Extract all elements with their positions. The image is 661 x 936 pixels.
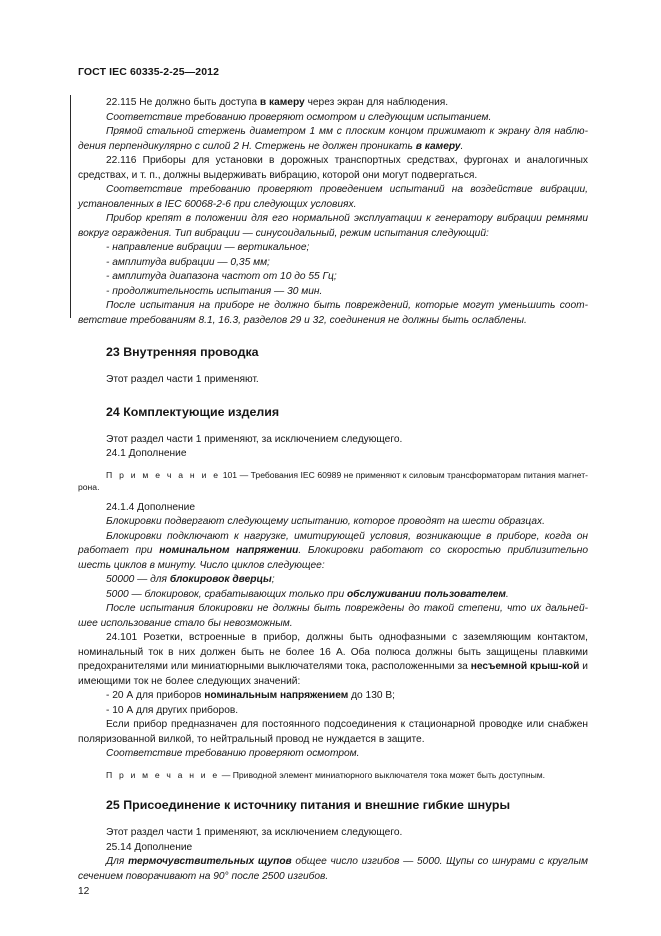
interlock-test: Блокировки подвергают следующему испытанию, которое проводят на шести образцах. [106,516,545,527]
section-25-heading: 25 Присоединение к источнику питания и внешние гибкие шнуры [106,798,511,812]
list-item: - амплитуда диапазона частот от 10 до 55 Гц; [106,271,337,282]
list-item: - направление вибрации — вертикальное; [106,242,310,253]
interlock-result: После испытания блокировки не должны быть повреждены до такой степени, что их дальней-шее использование стало бы невозможным. [78,603,588,629]
clause-24-101-compliance: Соответствие требованию проверяют осмотром. [106,748,360,759]
section-25-text: Этот раздел части 1 применяют, за исключением следующего. [106,827,403,838]
list-item: - 20 А для приборов номинальным напряжением до 130 В; [106,690,395,701]
note-101: П р и м е ч а н и е 101 — Требования IEC 60989 не применяют к силовым трансформаторам питания магнет-рона. [78,469,588,492]
clause-22-116: 22.116 Приборы для установки в дорожных транспортных средствах, фургонах и аналогичных средствах, и т. п., должны выдерживать вибрацию, которой они могут подвергаться. [78,155,588,181]
list-item: - 10 А для других приборов. [106,704,239,716]
polarized-plug-text: Если прибор предназначен для постоянного подсоединения к стационарной проводке или снабжен поляризованной вилкой, то нейтральный провод не нуждается в защите. [78,719,588,745]
section-23-heading: 23 Внутренняя проводка [106,345,259,359]
clause-22-115-test: Прямой стальной стержень диаметром 1 мм с плоским концом прижимают к экрану для наблю-дения перпендикулярно с силой 2 Н. Стержень не должен проникать в камеру. [78,126,588,152]
list-item: - амплитуда вибрации — 0,35 мм; [106,256,270,268]
clause-24-101: 24.101 Розетки, встроенные в прибор, должны быть однофазными с заземляющим контактом, номинальный ток в них должен быть не более 16 А. Оба полюса должны быть защищены плавкими предохранителями или миниатюрными выключателями тока, расположенными за несъемной крыш-кой и имеющими ток не более следующих значений: [78,632,588,687]
interlock-load: Блокировки подключают к нагрузке, имитирующей условия, возникающие в приборе, когда он работает при номинальном напряжении. Блокировки работают со скоростью приблизительно шесть циклов в минуту. Число циклов следующее: [78,530,588,571]
section-24-text: Этот раздел части 1 применяют, за исключением следующего. [106,433,403,445]
page-number: 12 [78,886,90,897]
cycles-user: 5000 — блокировок, срабатывающих только при обслуживании пользователем. [106,588,509,600]
change-bar [70,95,71,318]
cycles-door: 50000 — для блокировок дверцы; [106,574,275,585]
section-24-heading: 24 Комплектующие изделия [106,404,280,419]
clause-22-116-result: После испытания на приборе не должно быть повреждений, которые могут уменьшить соот-ветствие требованиям 8.1, 16.3, разделов 29 и 32, соединения не должны быть ослаблены. [78,300,588,326]
running-header: ГОСТ IEC 60335-2-25—2012 [78,66,220,78]
clause-25-14: 25.14 Дополнение [106,841,193,853]
clause-22-115-compliance: Соответствие требованию проверяют осмотром и следующим испытанием. [106,111,492,123]
clause-25-14-text: Для термочувствительных щупов общее число изгибов — 5000. Щупы со шнурами с круглым сечением поворачивают на 90° после 2500 изгибов. [78,856,588,882]
list-item: - продолжительность испытания — 30 мин. [106,285,323,297]
section-23-text: Этот раздел части 1 применяют. [106,374,259,385]
clause-22-116-mounting: Прибор крепят в положении для его нормальной эксплуатации к генератору вибрации ремнями вокруг ограждения. Тип вибрации — синусоидальный, режим испытания следующий: [78,213,588,239]
clause-22-116-compliance: Соответствие требованию проверяют проведением испытаний на воздействие вибрации, установленных в IEC 60068-2-6 при следующих условиях. [78,184,588,210]
page-body [78,96,588,884]
note-actuator: П р и м е ч а н и е — Приводной элемент миниатюрного выключателя тока может быть доступным. [106,769,546,780]
clause-24-1: 24.1 Дополнение [106,448,187,459]
clause-22-115: 22.115 Не должно быть доступа в камеру через экран для наблюдения. [106,97,449,108]
clause-24-1-4: 24.1.4 Дополнение [106,501,196,513]
